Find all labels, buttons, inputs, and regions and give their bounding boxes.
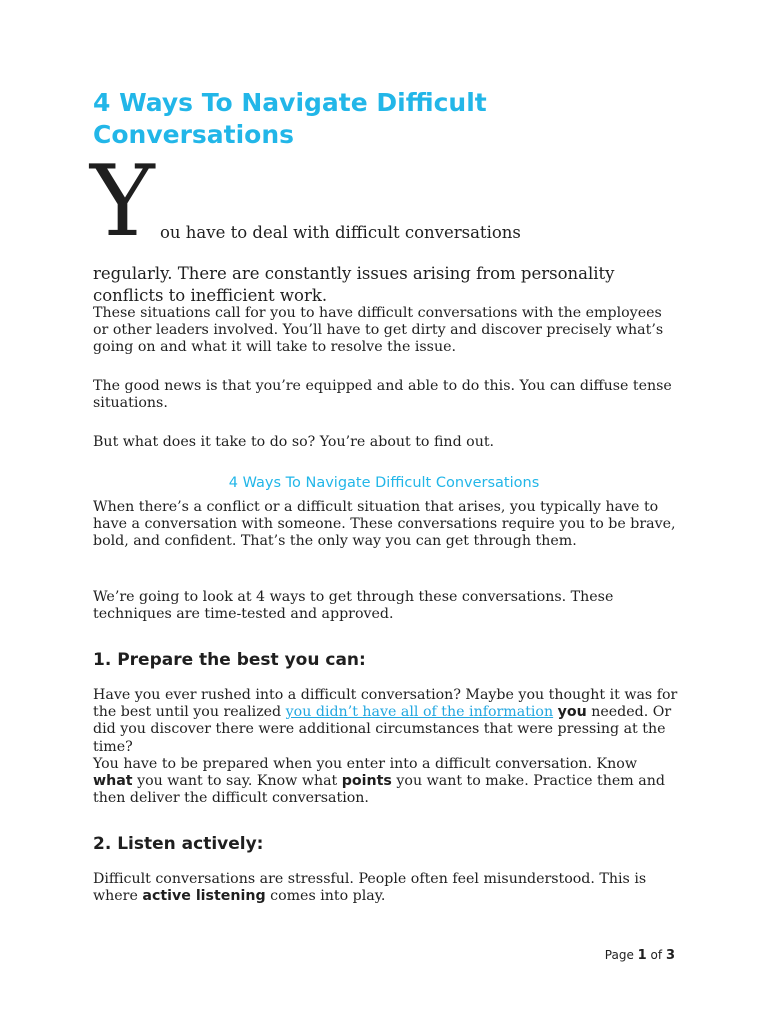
paragraph-stressful-text-2: comes into play.	[265, 888, 386, 905]
bold-you: you	[557, 704, 587, 721]
of-label: of	[650, 948, 663, 962]
heading-listen: 2. Listen actively:	[93, 834, 264, 854]
title-line-2: Conversations	[93, 120, 295, 149]
paragraph-prepared-text-3: you want to make. Practice them and then deliver the difficult conversation.	[93, 773, 665, 807]
paragraph-rushed	[93, 687, 678, 807]
information-link[interactable]: you didn’t have all of the information	[285, 704, 554, 721]
bold-what: what	[93, 773, 133, 790]
heading-prepare: 1. Prepare the best you can:	[93, 650, 366, 670]
page-current: 1	[637, 948, 647, 963]
paragraph-prepared-text-2: you want to say. Know what	[132, 773, 342, 790]
document-title	[93, 87, 693, 151]
bold-points: points	[341, 773, 392, 790]
section-subtitle: 4 Ways To Navigate Difficult Conversations	[228, 475, 540, 491]
drop-cap-letter: Y	[90, 145, 155, 259]
paragraph-find-out: But what does it take to do so? You’re about to find out.	[93, 434, 495, 450]
paragraph-stressful-text-1: Difficult conversations are stressful. People often feel misunderstood. This is where	[93, 871, 647, 905]
page-total: 3	[665, 948, 675, 963]
lead-paragraph-first-line: ou have to deal with difficult conversations	[160, 223, 521, 242]
paragraph-prepared-text-1: You have to be prepared when you enter into a difficult conversation. Know	[93, 755, 637, 772]
title-line-1: 4 Ways To Navigate Difficult	[93, 88, 487, 117]
bold-active-listening: active listening	[142, 888, 266, 905]
paragraph-rushed-text-2: needed. Or did you discover there were additional circumstances that were pressing at the time?	[93, 704, 672, 755]
paragraph-stressful	[93, 871, 678, 905]
page-label: Page	[604, 948, 634, 962]
paragraph-good-news: The good news is that you’re equipped and able to do this. You can diffuse tense situations.	[93, 378, 672, 412]
paragraph-four-ways: We’re going to look at 4 ways to get through these conversations. These techniques are time-tested and approved.	[93, 589, 614, 623]
paragraph-rushed-text-1: Have you ever rushed into a difficult conversation? Maybe you thought it was for the best until you realized	[93, 687, 678, 721]
lead-paragraph-continuation: regularly. There are constantly issues arising from personality conflicts to inefficient work.	[93, 264, 615, 305]
paragraph-conflict: When there’s a conflict or a difficult situation that arises, you typically have to have a conversation with someone. These conversations require you to be brave, bold, and confident. That’s the only way you can get through them.	[93, 499, 676, 550]
paragraph-situations: These situations call for you to have difficult conversations with the employees or other leaders involved. You’ll have to get dirty and discover precisely what’s going on and what it will take to resolve the issue.	[93, 305, 664, 356]
page-number-footer	[605, 946, 675, 965]
